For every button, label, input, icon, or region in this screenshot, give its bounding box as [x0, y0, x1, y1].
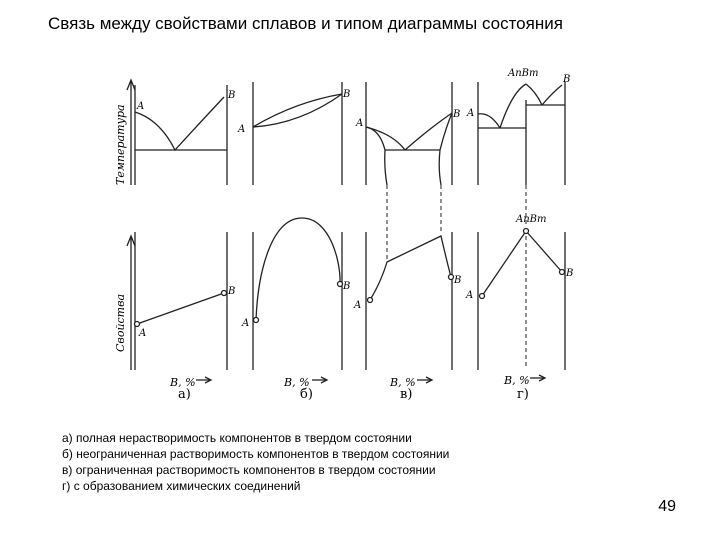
- label-g-bottom-b: B: [566, 268, 574, 279]
- label-a-bottom-a: A: [139, 328, 147, 339]
- legend-item: г) с образованием химических соединений: [62, 479, 301, 493]
- label-b-top-b: B: [343, 89, 351, 100]
- label-a-top-a: A: [137, 101, 145, 112]
- property-axis-label: Свойства: [114, 293, 127, 352]
- panel-caption-a: а): [178, 387, 191, 402]
- panel-b-top: [253, 82, 342, 185]
- temperature-axis-label: Температура: [114, 104, 127, 185]
- panel-a-top: [135, 85, 227, 185]
- panel-caption-g: г): [517, 387, 529, 402]
- legend-item: а) полная нерастворимость компонентов в твердом состоянии: [62, 431, 412, 445]
- panel-g-top: [478, 82, 565, 185]
- label-g-bottom-compound: AnBm: [516, 214, 547, 225]
- panel-caption-b: б): [300, 387, 313, 402]
- panel-a-bottom: [135, 232, 228, 370]
- label-v-bottom-a: A: [354, 300, 362, 311]
- panel-b-bottom: [253, 218, 343, 370]
- legend-item: б) неограниченная растворимость компонентов в твердом состоянии: [62, 447, 450, 461]
- label-v-top-a: A: [356, 118, 364, 129]
- label-b-bottom-a: A: [242, 318, 250, 329]
- panel-v-top: [366, 82, 452, 185]
- label-g-bottom-a: A: [466, 290, 474, 301]
- x-axis-label-g: B, %: [504, 374, 530, 387]
- label-g-top-b: B: [563, 74, 571, 85]
- label-g-top-a: A: [467, 108, 475, 119]
- panel-caption-v: в): [400, 387, 413, 402]
- label-v-bottom-b: B: [454, 275, 462, 286]
- legend-list: [62, 430, 449, 494]
- label-v-top-b: B: [453, 109, 461, 120]
- x-axis-label-v: B, %: [390, 376, 416, 389]
- label-b-top-a: A: [238, 124, 246, 135]
- legend-item: в) ограниченная растворимость компонентов в твердом состоянии: [62, 463, 436, 477]
- label-a-top-b: B: [228, 90, 236, 101]
- page-number: 49: [658, 498, 676, 515]
- label-a-bottom-b: B: [228, 286, 236, 297]
- slide-title: Связь между свойствами сплавов и типом диаграммы состояния: [48, 14, 563, 33]
- label-g-top-compound: AnBm: [508, 68, 539, 79]
- x-axis-label-b: B, %: [284, 376, 310, 389]
- panel-v-bottom: [366, 232, 454, 370]
- x-axis-label-a: B, %: [170, 376, 196, 389]
- panel-g-bottom: [478, 229, 565, 371]
- label-b-bottom-b: B: [343, 281, 351, 292]
